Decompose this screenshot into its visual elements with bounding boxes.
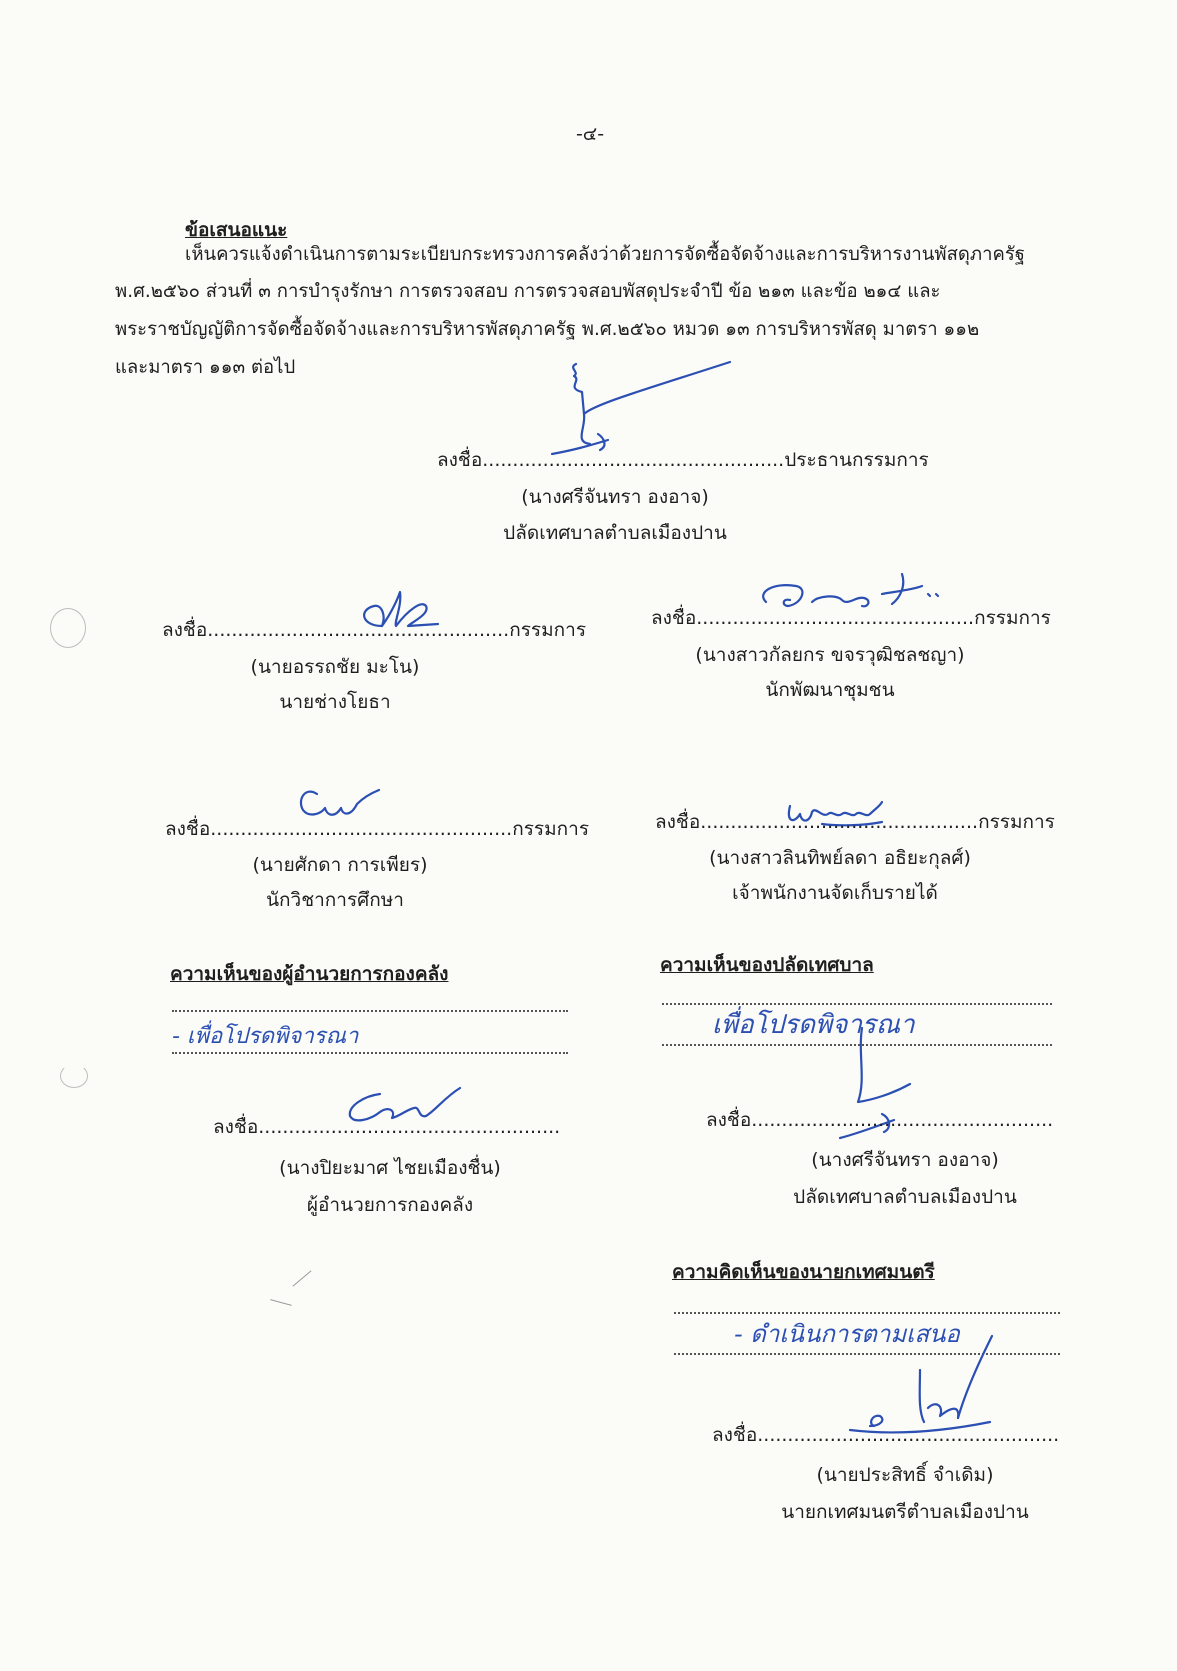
section-heading-mayor: ความคิดเห็นของนายกเทศมนตรี	[672, 1261, 935, 1283]
position-mayor: นายกเทศมนตรีตำบลเมืองปาน	[781, 1501, 1029, 1523]
position-committee-2: นักพัฒนาชุมชน	[765, 679, 895, 701]
name-municipal-clerk: (นางศรีจันทรา องอาจ)	[811, 1149, 999, 1171]
position-municipal-clerk: ปลัดเทศบาลตำบลเมืองปาน	[793, 1186, 1017, 1208]
name-mayor: (นายประสิทธิ์ จำเดิม)	[816, 1464, 994, 1486]
position-chairman: ปลัดเทศบาลตำบลเมืองปาน	[503, 522, 727, 544]
handwritten-opinion-finance-director: - เพื่อโปรดพิจารณา	[172, 1024, 359, 1049]
recommendation-line-3: พระราชบัญญัติการจัดซื้อจัดจ้างและการบริหารพัสดุภาครัฐ พ.ศ.๒๕๖๐ หมวด ๑๓ การบริหารพัสดุ มาตรา ๑๑๒	[115, 319, 980, 340]
name-finance-director: (นางปิยะมาศ ไชยเมืองชื่น)	[279, 1157, 501, 1179]
punch-hole-bottom	[60, 1064, 88, 1088]
section-heading-municipal-clerk: ความเห็นของปลัดเทศบาล	[660, 954, 874, 976]
name-committee-2: (นางสาวกัลยกร ขจรวุฒิชลชญา)	[695, 644, 965, 666]
position-committee-4: เจ้าพนักงานจัดเก็บรายได้	[732, 882, 938, 904]
name-committee-4: (นางสาวลินทิพย์ลดา อธิยะกุลศ์)	[709, 847, 971, 869]
handwritten-opinion-mayor: - ดำเนินการตามเสนอ	[734, 1320, 960, 1348]
name-chairman: (นางศรีจันทรา องอาจ)	[521, 486, 709, 508]
sign-line-committee-2: ลงชื่อ..............................................กรรมการ	[651, 607, 1051, 629]
sign-line-finance-director: ลงชื่อ..................................................	[213, 1116, 561, 1138]
position-finance-director: ผู้อำนวยการกองคลัง	[306, 1194, 474, 1216]
section-heading-recommendation: ข้อเสนอแนะ	[185, 219, 288, 241]
recommendation-line-2: พ.ศ.๒๕๖๐ ส่วนที่ ๓ การบำรุงรักษา การตรวจสอบ การตรวจสอบพัสดุประจำปี ข้อ ๒๑๓ และข้อ ๒๑๔ และ	[115, 281, 941, 302]
position-committee-1: นายช่างโยธา	[279, 691, 391, 713]
opinion-dotted-line	[172, 1052, 568, 1054]
sign-line-chairman: ลงชื่อ..................................................ประธานกรรมการ	[437, 449, 929, 471]
position-committee-3: นักวิชาการศึกษา	[266, 889, 404, 911]
sign-line-committee-1: ลงชื่อ..................................................กรรมการ	[162, 619, 587, 641]
scan-mark	[270, 1299, 292, 1306]
sign-line-committee-4: ลงชื่อ..............................................กรรมการ	[655, 811, 1055, 833]
name-committee-1: (นายอรรถชัย มะโน)	[250, 656, 420, 678]
recommendation-line-4: และมาตรา ๑๑๓ ต่อไป	[115, 357, 296, 378]
name-committee-3: (นายศักดา การเพียร)	[252, 854, 428, 876]
sign-line-municipal-clerk: ลงชื่อ..................................................	[706, 1109, 1054, 1131]
opinion-dotted-line	[172, 1010, 568, 1012]
sign-line-mayor: ลงชื่อ..................................................	[712, 1424, 1060, 1446]
punch-hole-top	[50, 608, 86, 648]
scan-mark	[292, 1270, 311, 1286]
handwritten-opinion-municipal-clerk: เพื่อโปรดพิจารณา	[712, 1010, 915, 1040]
page-number: -๔-	[575, 123, 605, 145]
sign-line-committee-3: ลงชื่อ..................................................กรรมการ	[165, 818, 590, 840]
recommendation-line-1: เห็นควรแจ้งดำเนินการตามระเบียบกระทรวงการคลังว่าด้วยการจัดซื้อจัดจ้างและการบริหารงานพัสดุภาครัฐ	[185, 244, 1025, 265]
section-heading-finance-director: ความเห็นของผู้อำนวยการกองคลัง	[170, 963, 449, 985]
